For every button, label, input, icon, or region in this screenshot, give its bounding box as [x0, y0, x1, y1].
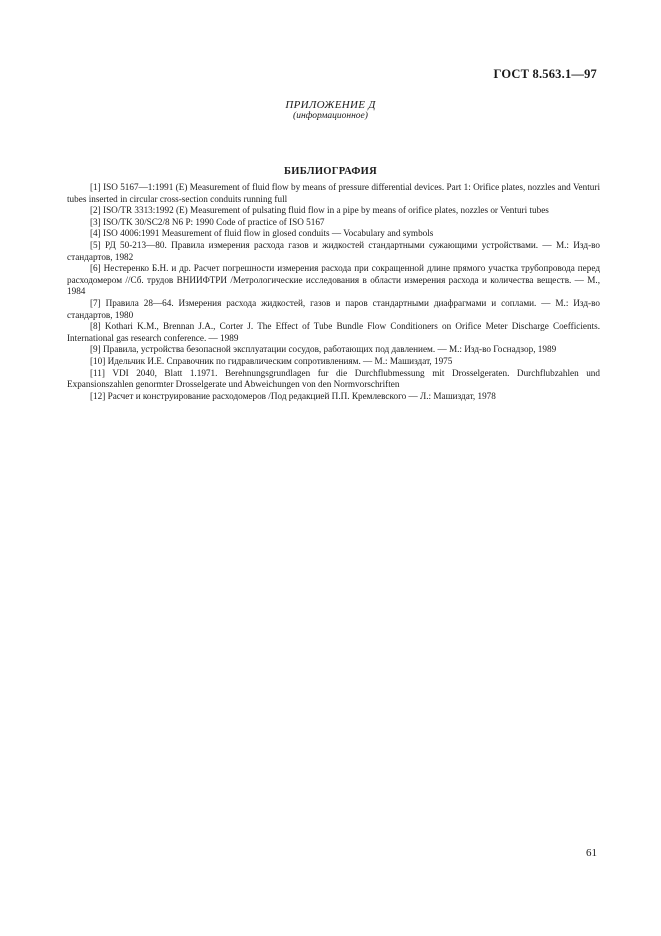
bibliography-heading: БИБЛИОГРАФИЯ: [284, 166, 377, 177]
bibliography-entry: [11] VDI 2040, Blatt 1.1971. Berehnungsgrundlagen fur die Durchflubmessung mit Drosselgeraten. Durchflubzahlen und Expansionszahlen genormter Drosselgerate und Abweichungen von den Normvorschriften: [67, 367, 600, 390]
appendix-title: ПРИЛОЖЕНИЕ Д: [285, 99, 376, 111]
bibliography-entry: [1] ISO 5167—1:1991 (E) Measurement of fluid flow by means of pressure differential devices. Part 1: Orifice plates, nozzles and Venturi tubes inserted in circular cross-section conduits running full: [67, 182, 600, 204]
bibliography-entry: [6] Нестеренко Б.Н. и др. Расчет погрешности измерения расхода при сокращенной длине прямого участка трубопровода перед расходомером //Сб. трудов ВНИИФТРИ /Метрологические исследования в области измерения расхода и количества веществ. — М., 1984: [67, 263, 600, 297]
page-number: 61: [586, 847, 597, 859]
bibliography-entry: [8] Kothari K.M., Brennan J.A., Corter J. The Effect of Tube Bundle Flow Conditioners on Orifice Meter Discharge Coefficients. International gas research conference. — 1989: [67, 321, 600, 343]
bibliography-entry: [12] Расчет и конструирование расходомеров /Под редакцией П.П. Кремлевского — Л.: Машиздат, 1978: [90, 390, 496, 401]
bibliography-entry: [5] РД 50-213—80. Правила измерения расхода газов и жидкостей стандартными сужающими устройствами. — М.: Изд-во стандартов, 1982: [67, 239, 600, 262]
bibliography-entry: [4] ISO 4006:1991 Measurement of fluid flow in glosed conduits — Vocabulary and symbols: [90, 228, 434, 239]
bibliography-entry: [2] ISO/TR 3313:1992 (E) Measurement of pulsating fluid flow in a pipe by means of orifice plates, nozzles or Venturi tubes: [90, 205, 549, 216]
bibliography-entry: [3] ISO/TK 30/SC2/8 N6 P: 1990 Code of practice of ISO 5167: [90, 216, 325, 227]
standard-code-header: ГОСТ 8.563.1—97: [493, 67, 597, 81]
bibliography-entry: [10] Идельчик И.Е. Справочник по гидравлическим сопротивлениям. — М.: Машиздат, 1975: [90, 355, 453, 366]
bibliography-entry: [7] Правила 28—64. Измерения расхода жидкостей, газов и паров стандартными диафрагмами и соплами. — М.: Изд-во стандартов, 1980: [67, 297, 600, 320]
appendix-note: (информационное): [293, 111, 368, 121]
bibliography-entry: [9] Правила, устройства безопасной эксплуатации сосудов, работающих под давлением. — М.: Изд-во Госнадзор, 1989: [90, 344, 557, 355]
bibliography-list: [67, 182, 600, 402]
